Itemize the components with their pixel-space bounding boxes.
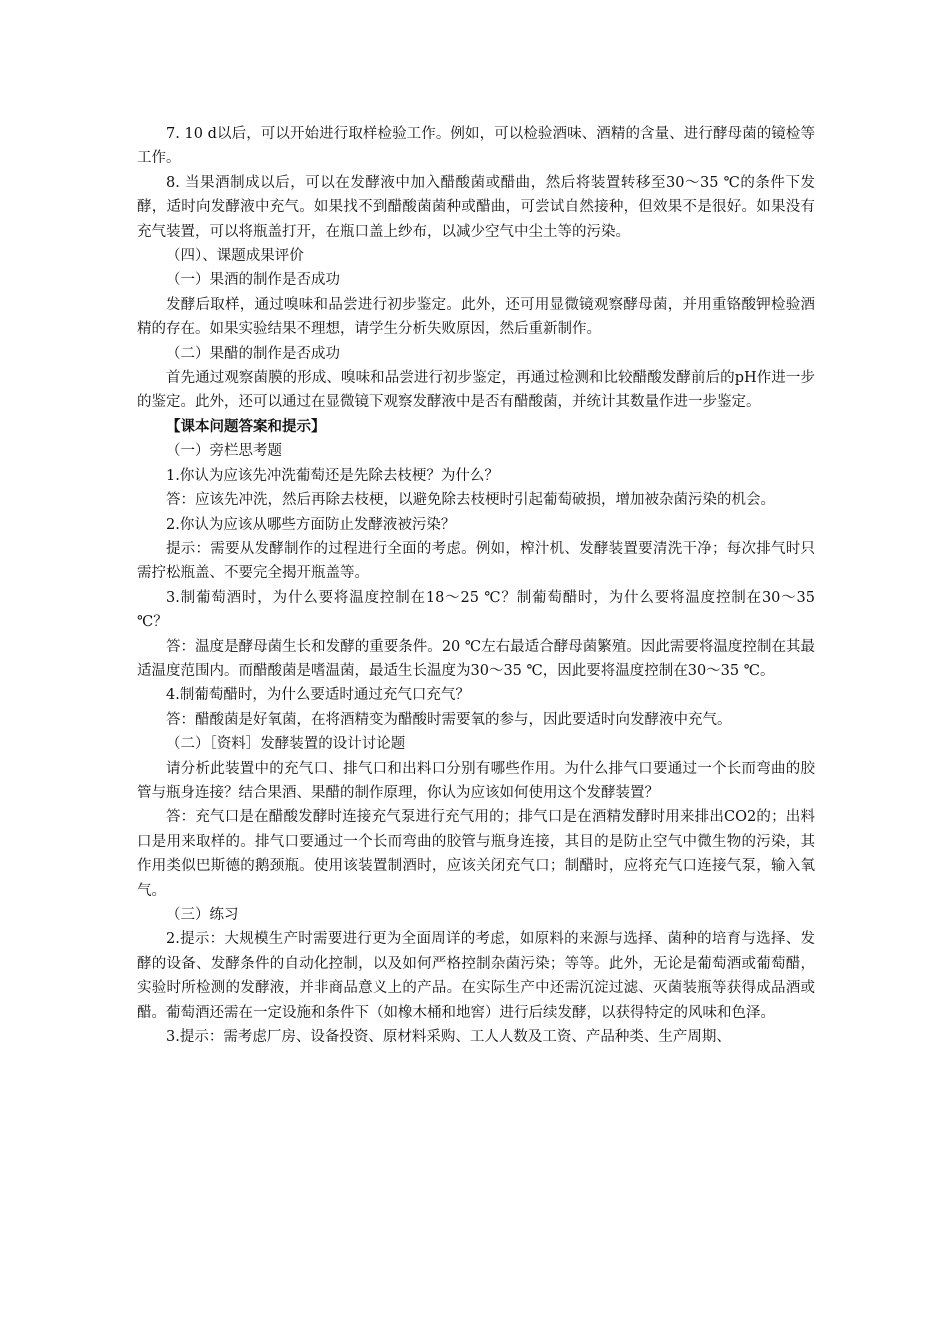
document-page: [137, 122, 815, 1049]
subheading-vinegar-success: （二）果醋的制作是否成功: [166, 345, 340, 362]
subheading-wine-success: （一）果酒的制作是否成功: [166, 272, 340, 289]
answer-4: 答：醋酸菌是好氧菌，在将酒精变为醋酸时需要氧的参与，因此要适时向发酵液中充气。: [166, 711, 732, 728]
answer-2: 提示：需要从发酵制作的过程进行全面的考虑。例如，榨汁机、发酵装置要清洗干净；每次排气时只需拧松瓶盖、不要完全揭开瓶盖等。: [137, 540, 815, 582]
subheading-sidebar-questions: （一）旁栏思考题: [166, 443, 282, 460]
answer-3: 答：温度是酵母菌生长和发酵的重要条件。20 ℃左右最适合酵母菌繁殖。因此需要将温度控制在其最适温度范围内。而醋酸菌是嗜温菌，最适生长温度为30～35 ℃，因此要将温度控制在30～35 ℃。: [137, 638, 815, 679]
paragraph-step-8: 8. 当果酒制成以后，可以在发酵液中加入醋酸菌或醋曲，然后将装置转移至30～35 ℃的条件下发酵，适时向发酵液中充气。如果找不到醋酸菌菌种或醋曲，可尝试自然接种，但效果不是很好。如果没有充气装置，可以将瓶盖打开，在瓶口盖上纱布，以减少空气中尘土等的污染。: [137, 174, 815, 240]
paragraph-vinegar-evaluation: 首先通过观察菌膜的形成、嗅味和品尝进行初步鉴定，再通过检测和比较醋酸发酵前后的pH作进一步的鉴定。此外，还可以通过在显微镜下观察发酵液中是否有醋酸菌，并统计其数量作进一步鉴定。: [137, 370, 815, 411]
paragraph-step-7: 7. 10 d以后，可以开始进行取样检验工作。例如，可以检验酒味、酒精的含量、进行酵母菌的镜检等工作。: [137, 126, 815, 167]
device-answer: 答：充气口是在醋酸发酵时连接充气泵进行充气用的；排气口是在酒精发酵时用来排出CO2的；出料口是用来取样的。排气口要通过一个长而弯曲的胶管与瓶身连接，其目的是防止空气中微生物的污染，其作用类似巴斯德的鹅颈瓶。使用该装置制酒时，应该关闭充气口；制醋时，应将充气口连接气泵，输入氧气。: [137, 809, 815, 899]
paragraph-wine-evaluation: 发酵后取样，通过嗅味和品尝进行初步鉴定。此外，还可用显微镜观察酵母菌，并用重铬酸钾检验酒精的存在。如果实验结果不理想，请学生分析失败原因，然后重新制作。: [137, 296, 815, 338]
subheading-device-discussion: （二）［资料］发酵装置的设计讨论题: [166, 736, 406, 753]
question-3: 3.制葡萄酒时，为什么要将温度控制在18～25 ℃？制葡萄醋时，为什么要将温度控制在30～35 ℃？: [137, 589, 815, 631]
question-1: 1.你认为应该先冲洗葡萄还是先除去枝梗？为什么？: [166, 467, 499, 484]
device-question: 请分析此装置中的充气口、排气口和出料口分别有哪些作用。为什么排气口要通过一个长而弯曲的胶管与瓶身连接？结合果酒、果醋的制作原理，你认为应该如何使用这个发酵装置？: [137, 760, 815, 801]
exercise-2-hint: 2.提示：大规模生产时需要进行更为全面周详的考虑，如原料的来源与选择、菌种的培育与选择、发酵的设备、发酵条件的自动化控制，以及如何严格控制杂菌污染；等等。此外，无论是葡萄酒或葡萄醋，实验时所检测的发酵液，并非商品意义上的产品。在实际生产中还需沉淀过滤、灭菌装瓶等获得成品酒或醋。葡萄酒还需在一定设施和条件下（如橡木桶和地窖）进行后续发酵，以获得特定的风味和色泽。: [137, 931, 815, 1021]
exercise-3-hint: 3.提示：需考虑厂房、设备投资、原材料采购、工人人数及工资、产品种类、生产周期、: [166, 1029, 731, 1046]
section-heading-evaluation: （四）、课题成果评价: [166, 248, 304, 265]
question-4: 4.制葡萄醋时，为什么要适时通过充气口充气？: [166, 687, 470, 704]
question-2: 2.你认为应该从哪些方面防止发酵液被污染？: [166, 516, 456, 533]
section-heading-textbook-answers: 【课本问题答案和提示】: [166, 417, 326, 435]
subheading-exercises: （三）练习: [166, 907, 239, 923]
answer-1: 答：应该先冲洗，然后再除去枝梗，以避免除去枝梗时引起葡萄破损，增加被杂菌污染的机会。: [166, 492, 775, 509]
